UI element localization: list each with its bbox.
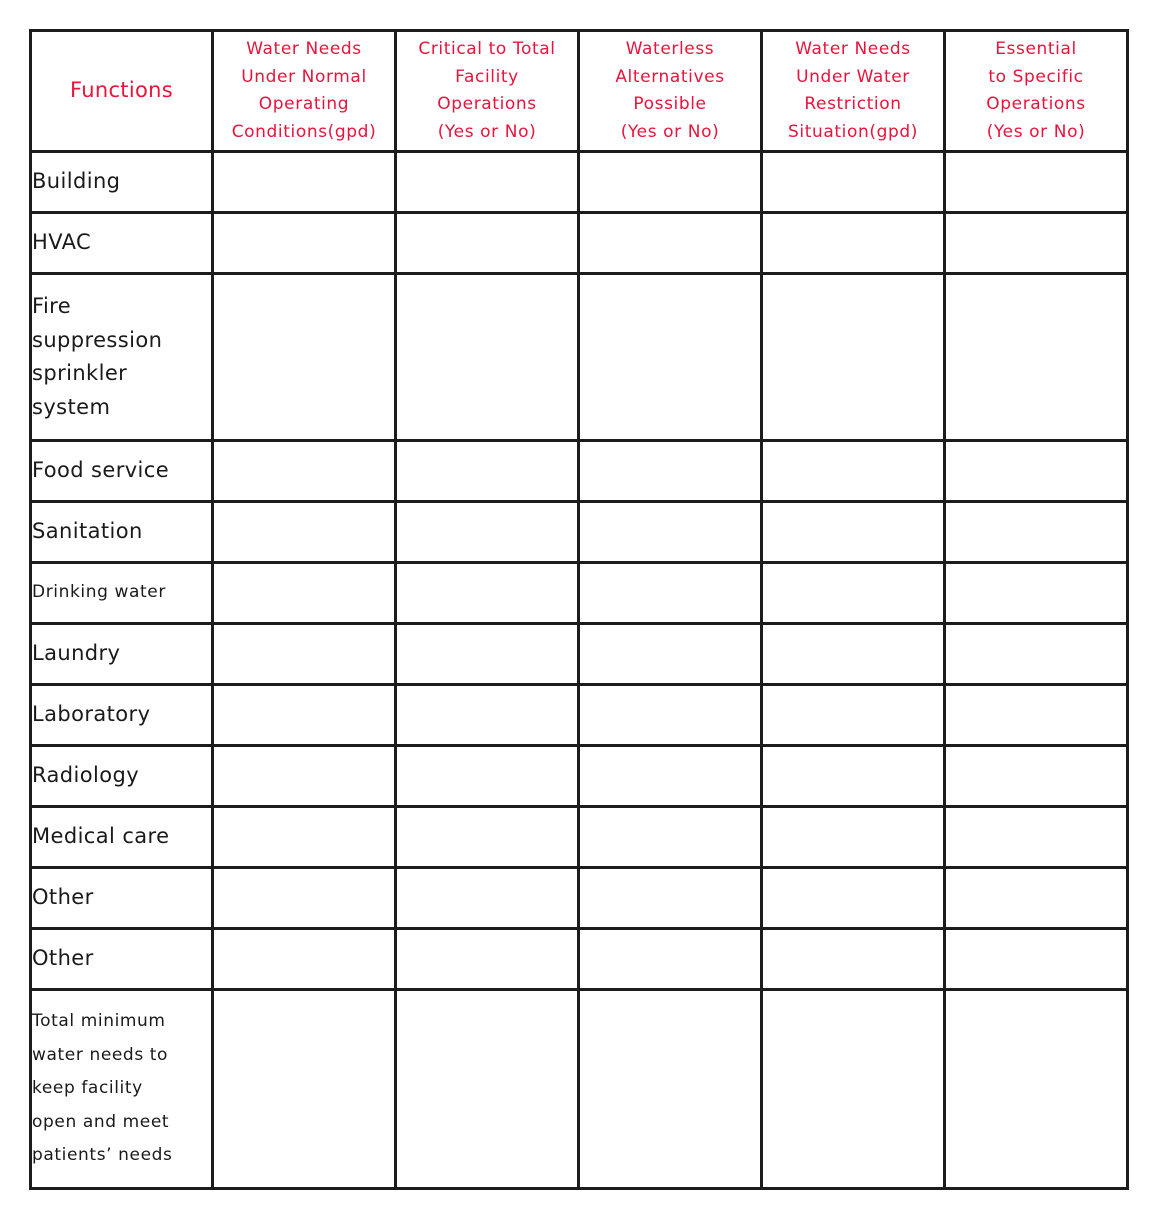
input-cell[interactable] (945, 746, 1128, 807)
input-cell[interactable] (396, 746, 579, 807)
input-cell[interactable] (213, 213, 396, 274)
input-cell[interactable] (213, 441, 396, 502)
table-row (31, 929, 1128, 990)
header-line: Essential (995, 39, 1077, 59)
input-cell[interactable] (396, 990, 579, 1189)
input-cell[interactable] (945, 990, 1128, 1189)
input-cell[interactable] (945, 685, 1128, 746)
row-label-laboratory: Laboratory (31, 685, 213, 746)
input-cell[interactable] (762, 563, 945, 624)
input-cell[interactable] (945, 213, 1128, 274)
header-line: Critical to Total (418, 39, 556, 59)
input-cell[interactable] (945, 274, 1128, 441)
table-row (31, 868, 1128, 929)
input-cell[interactable] (945, 624, 1128, 685)
input-cell[interactable] (579, 213, 762, 274)
header-line: Under Water (796, 66, 910, 87)
row-label-sanitation: Sanitation (31, 502, 213, 563)
input-cell[interactable] (396, 441, 579, 502)
table-row (31, 746, 1128, 807)
input-cell[interactable] (945, 868, 1128, 929)
input-cell[interactable] (945, 563, 1128, 624)
input-cell[interactable] (579, 563, 762, 624)
input-cell[interactable] (396, 624, 579, 685)
input-cell[interactable] (762, 152, 945, 213)
input-cell[interactable] (579, 868, 762, 929)
header-line: (Yes or No) (620, 121, 720, 142)
header-line: Situation(gpd) (788, 121, 918, 142)
row-label-line: Fire (32, 294, 72, 318)
input-cell[interactable] (396, 868, 579, 929)
row-label-other: Other (31, 929, 213, 990)
input-cell[interactable] (945, 502, 1128, 563)
input-cell[interactable] (762, 213, 945, 274)
input-cell[interactable] (213, 746, 396, 807)
input-cell[interactable] (396, 685, 579, 746)
table-row (31, 807, 1128, 868)
row-label-building: Building (31, 152, 213, 213)
table-row (31, 441, 1128, 502)
input-cell[interactable] (945, 441, 1128, 502)
input-cell[interactable] (213, 685, 396, 746)
input-cell[interactable] (762, 929, 945, 990)
row-label-line: suppression (32, 327, 163, 352)
input-cell[interactable] (945, 152, 1128, 213)
input-cell[interactable] (396, 502, 579, 563)
header-normal-water-needs (213, 31, 396, 152)
input-cell[interactable] (945, 929, 1128, 990)
input-cell[interactable] (579, 441, 762, 502)
input-cell[interactable] (213, 868, 396, 929)
header-line: Operating (258, 94, 350, 114)
input-cell[interactable] (579, 152, 762, 213)
input-cell[interactable] (579, 274, 762, 441)
input-cell[interactable] (762, 868, 945, 929)
input-cell[interactable] (762, 807, 945, 868)
input-cell[interactable] (762, 624, 945, 685)
input-cell[interactable] (579, 807, 762, 868)
row-label-line: sprinkler (32, 361, 128, 385)
input-cell[interactable] (396, 807, 579, 868)
input-cell[interactable] (213, 563, 396, 624)
row-label-medical-care: Medical care (31, 807, 213, 868)
table-row (31, 563, 1128, 624)
row-label-line: Total minimum (32, 1011, 166, 1032)
input-cell[interactable] (579, 990, 762, 1189)
input-cell[interactable] (213, 152, 396, 213)
input-cell[interactable] (762, 441, 945, 502)
input-cell[interactable] (579, 746, 762, 807)
row-label-line: water needs to (32, 1044, 169, 1065)
table-row (31, 274, 1128, 441)
input-cell[interactable] (213, 502, 396, 563)
input-cell[interactable] (762, 502, 945, 563)
header-restriction-water-needs (762, 31, 945, 152)
input-cell[interactable] (213, 624, 396, 685)
input-cell[interactable] (762, 990, 945, 1189)
header-essential-operations (945, 31, 1128, 152)
input-cell[interactable] (396, 563, 579, 624)
row-label-hvac: HVAC (31, 213, 213, 274)
input-cell[interactable] (762, 685, 945, 746)
input-cell[interactable] (579, 502, 762, 563)
row-label-line: open and meet (32, 1111, 170, 1132)
row-label-fire-suppression (31, 274, 213, 441)
row-label-line: system (32, 394, 111, 419)
table-row (31, 502, 1128, 563)
input-cell[interactable] (396, 152, 579, 213)
header-line: to Specific (988, 66, 1084, 87)
row-label-laundry: Laundry (31, 624, 213, 685)
input-cell[interactable] (396, 274, 579, 441)
input-cell[interactable] (213, 990, 396, 1189)
header-line: Restriction (804, 94, 902, 114)
input-cell[interactable] (579, 624, 762, 685)
row-label-other: Other (31, 868, 213, 929)
table-row-total (31, 990, 1128, 1189)
row-label-food-service: Food service (31, 441, 213, 502)
input-cell[interactable] (945, 807, 1128, 868)
row-label-drinking-water: Drinking water (31, 563, 213, 624)
input-cell[interactable] (213, 929, 396, 990)
header-critical-operations (396, 31, 579, 152)
header-line: Operations (437, 94, 537, 114)
input-cell[interactable] (396, 929, 579, 990)
table-row (31, 152, 1128, 213)
header-row (31, 31, 1128, 152)
input-cell[interactable] (579, 929, 762, 990)
input-cell[interactable] (396, 213, 579, 274)
row-label-radiology: Radiology (31, 746, 213, 807)
row-label-total-minimum (31, 990, 213, 1189)
header-line: Alternatives (615, 66, 725, 87)
water-needs-table (29, 29, 1129, 1190)
header-line: Possible (633, 94, 707, 114)
header-line: Water Needs (795, 39, 911, 59)
table-row (31, 624, 1128, 685)
table-row (31, 685, 1128, 746)
header-line: Under Normal (241, 66, 367, 87)
header-functions (31, 31, 213, 152)
input-cell[interactable] (213, 274, 396, 441)
header-functions-text: Functions (70, 78, 173, 103)
header-line: Facility (455, 66, 519, 87)
header-waterless-alternatives (579, 31, 762, 152)
input-cell[interactable] (762, 746, 945, 807)
header-line: (Yes or No) (986, 121, 1086, 142)
input-cell[interactable] (213, 807, 396, 868)
header-line: Water Needs (246, 39, 362, 59)
table-row (31, 213, 1128, 274)
row-label-line: keep facility (32, 1078, 143, 1099)
header-line: Operations (986, 94, 1086, 114)
header-line: Waterless (625, 39, 715, 59)
row-label-line: patients’ needs (32, 1145, 173, 1166)
input-cell[interactable] (762, 274, 945, 441)
header-line: (Yes or No) (437, 121, 537, 142)
header-line: Conditions(gpd) (231, 121, 377, 142)
input-cell[interactable] (579, 685, 762, 746)
